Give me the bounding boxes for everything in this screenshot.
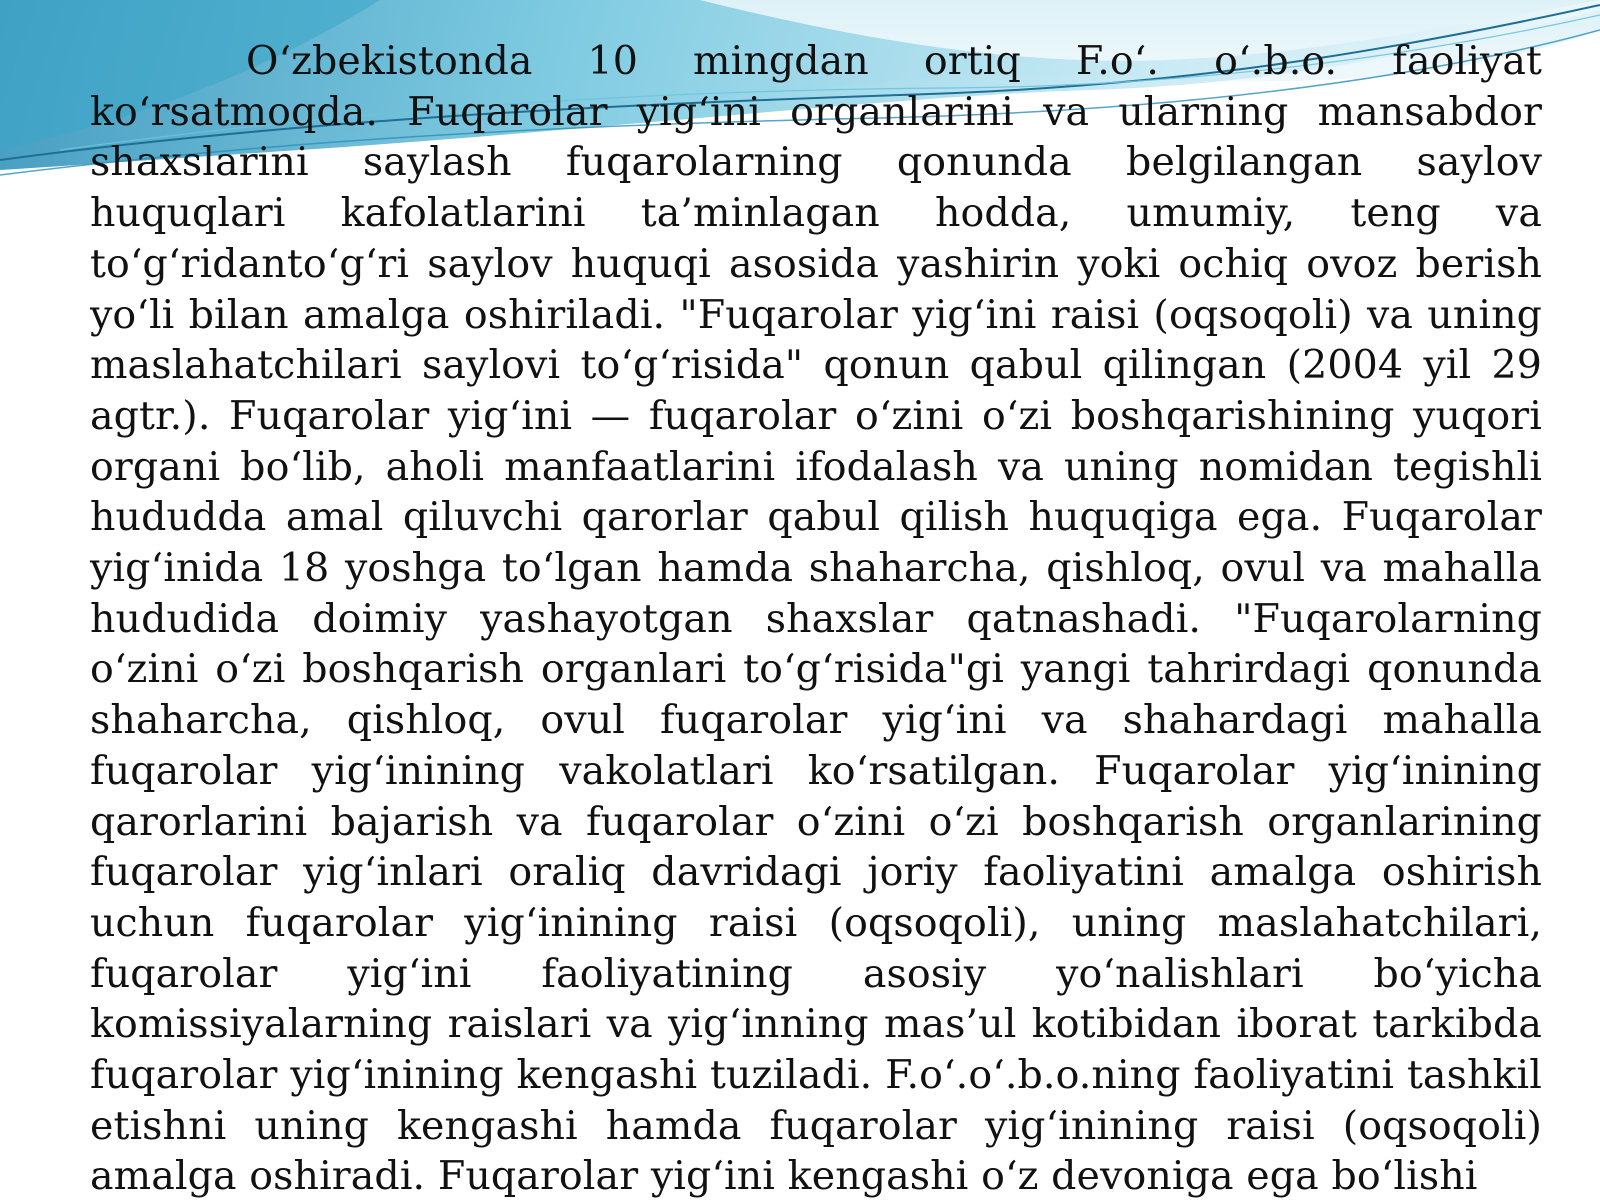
body-paragraph: O‘zbekistonda 10 mingdan ortiq F.o‘. o‘.b.o. faoliyat ko‘rsatmoqda. Fuqarolar yig‘ini organlarini va ularning mansabdor shaxslarini saylash fuqarolarning qonunda belgilangan saylov huquqlari kafolatlarini ta’minlagan hodda, umumiy, teng va to‘g‘ridanto‘g‘ri saylov huquqi asosida yashirin yoki ochiq ovoz berish yo‘li bilan amalga oshiriladi. "Fuqarolar yig‘ini raisi (oqsoqoli) va uning maslahatchilari saylovi to‘g‘risida" qonun qabul qilingan (2004 yil 29 agtr.). Fuqarolar yig‘ini — fuqarolar o‘zini o‘zi boshqarishining yuqori organi bo‘lib, aholi manfaatlarini ifodalash va uning nomidan tegishli hududda amal qiluvchi qarorlar qabul qilish huquqiga ega. Fuqarolar yig‘inida 18 yoshga to‘lgan hamda shaharcha, qishloq, ovul va mahalla hududida doimiy yashayotgan shaxslar qatnashadi. "Fuqarolarning o‘zini o‘zi boshqarish organlari to‘g‘risida"gi yangi tahrirdagi qonunda shaharcha, qishloq, ovul fuqarolar yig‘ini va shahardagi mahalla fuqarolar yig‘inining vakolatlari ko‘rsatilgan. Fuqarolar yig‘inining qarorlarini bajarish va fuqarolar o‘zini o‘zi boshqarish organlarining fuqarolar yig‘inlari oraliq davridagi joriy faoliyatini amalga oshirish uchun fuqarolar yig‘inining raisi (oqsoqoli), uning maslahatchilari, fuqarolar yig‘ini faoliyatining asosiy yo‘nalishlari bo‘yicha komissiyalarning raislari va yig‘inning mas’ul kotibidan iborat tarkibda fuqarolar yig‘inining kengashi tuziladi. F.o‘.o‘.b.o.ning faoliyatini tashkil etishni uning kengashi hamda fuqarolar yig‘inining raisi (oqsoqoli) amalga oshiradi. Fuqarolar yig‘ini kengashi o‘z devoniga ega bo‘lishi [90,38,1542,1200]
